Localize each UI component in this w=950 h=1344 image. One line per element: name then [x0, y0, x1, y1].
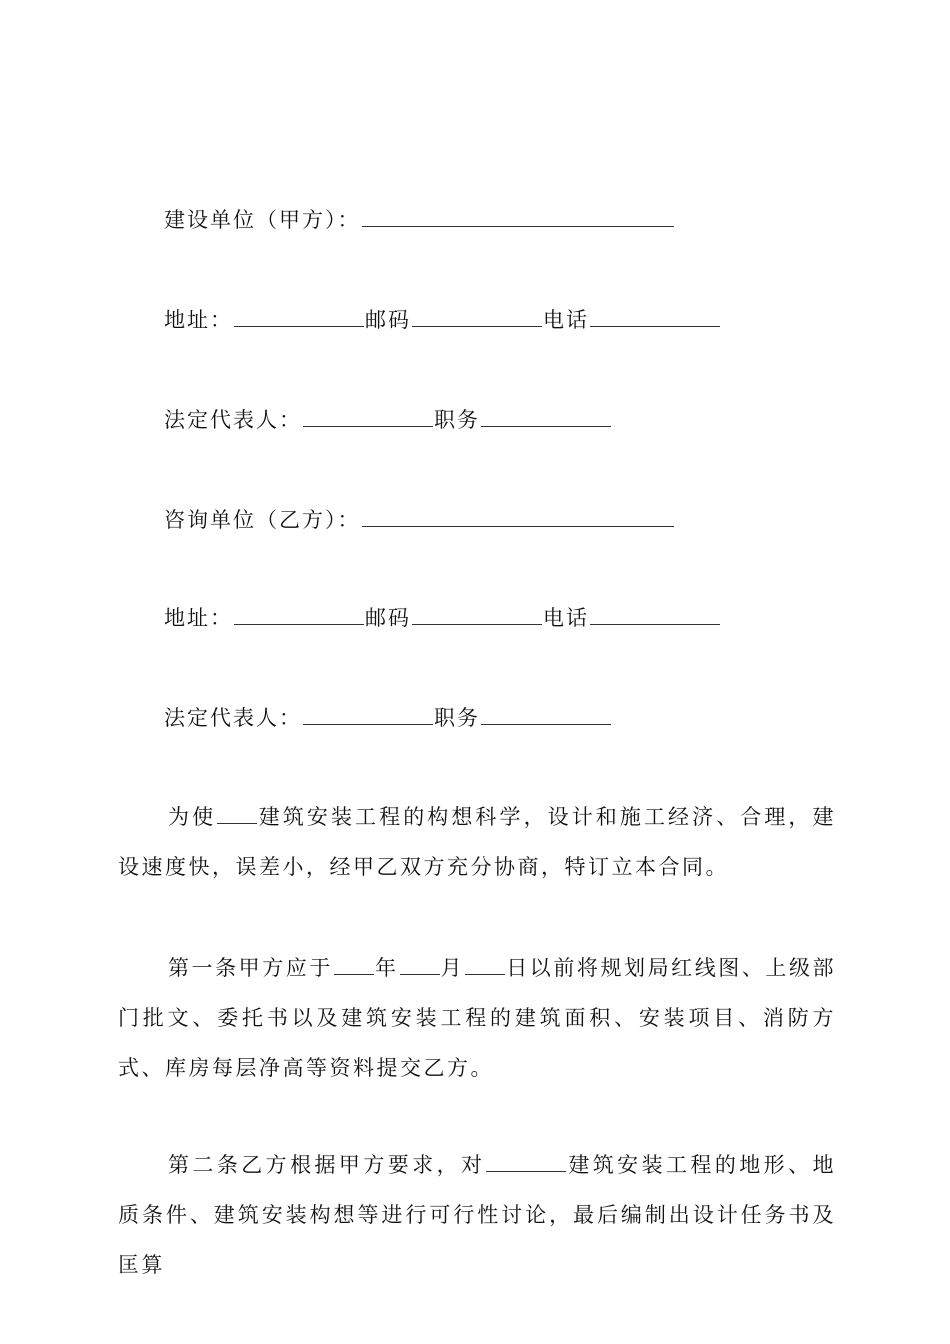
- article-1-month: 月: [440, 956, 465, 980]
- preamble-text-2: 建筑安装工程的构想科学，设计和施工经济、合理，建设速度快，误差小，经甲乙双方充分协商，特订立本合同。: [118, 805, 837, 879]
- article-1-text-1: 第一条甲方应于: [168, 956, 333, 980]
- article-2-text-1: 第二条乙方根据甲方要求，对: [168, 1153, 486, 1177]
- party-a-rep-blank[interactable]: [303, 408, 433, 427]
- party-b-phone-label: 电话: [543, 606, 589, 630]
- article-1-year: 年: [374, 956, 399, 980]
- project-name-blank[interactable]: [217, 805, 257, 824]
- party-b-address-blank[interactable]: [234, 606, 364, 625]
- party-a-phone-blank[interactable]: [590, 308, 720, 327]
- article-2-text-2: 建筑安装工程的地形、地质条件、建筑安装构想等进行可行性讨论，最后编制出设计任务书及匡算: [118, 1153, 837, 1277]
- day-blank[interactable]: [465, 956, 505, 975]
- party-b-rep-label: 法定代表人：: [164, 706, 302, 730]
- party-a-address-line: [164, 305, 721, 335]
- party-a-rep-label: 法定代表人：: [164, 408, 302, 432]
- party-a-title-label: 职务: [434, 408, 480, 432]
- party-a-address-blank[interactable]: [234, 308, 364, 327]
- party-a-postcode-blank[interactable]: [412, 308, 542, 327]
- party-b-title-label: 职务: [434, 706, 480, 730]
- party-b-address-line: [164, 603, 721, 633]
- preamble-text-1: 为使: [168, 805, 217, 829]
- party-b-rep-line: [164, 703, 612, 733]
- party-b-unit-line: [164, 505, 675, 535]
- party-a-address-label: 地址：: [164, 308, 233, 332]
- party-b-postcode-label: 邮码: [365, 606, 411, 630]
- party-a-rep-line: [164, 405, 612, 435]
- article-2-paragraph: [118, 1140, 836, 1290]
- party-a-postcode-label: 邮码: [365, 308, 411, 332]
- party-a-unit-line: [164, 205, 675, 235]
- party-b-phone-blank[interactable]: [590, 606, 720, 625]
- party-b-address-label: 地址：: [164, 606, 233, 630]
- party-a-phone-label: 电话: [543, 308, 589, 332]
- party-b-unit-blank[interactable]: [362, 508, 674, 527]
- party-b-postcode-blank[interactable]: [412, 606, 542, 625]
- article-1-paragraph: [118, 943, 836, 1093]
- party-a-unit-label: 建设单位（甲方）：: [164, 208, 361, 232]
- party-b-rep-blank[interactable]: [303, 706, 433, 725]
- year-blank[interactable]: [334, 956, 374, 975]
- article-1-text-2: 日以前将规划局红线图、上级部门批文、委托书以及建筑安装工程的建筑面积、安装项目、消防方式、库房每层净高等资料提交乙方。: [118, 956, 837, 1080]
- party-a-title-blank[interactable]: [481, 408, 611, 427]
- party-a-unit-blank[interactable]: [362, 208, 674, 227]
- preamble-paragraph: [118, 792, 836, 892]
- party-b-title-blank[interactable]: [481, 706, 611, 725]
- party-b-unit-label: 咨询单位（乙方）：: [164, 508, 361, 532]
- project-blank[interactable]: [486, 1153, 566, 1172]
- month-blank[interactable]: [400, 956, 440, 975]
